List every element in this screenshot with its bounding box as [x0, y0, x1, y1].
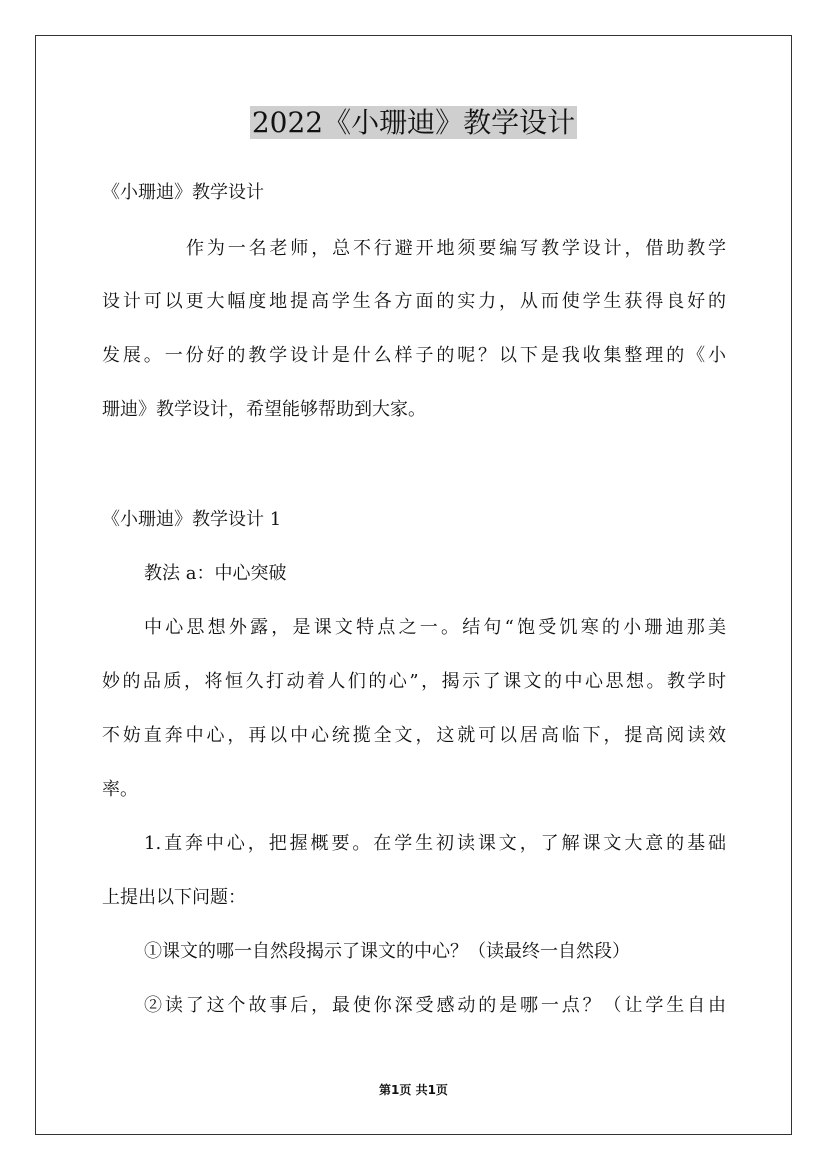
para1-line-2: 妙的品质，将恒久打动着人们的心”，揭示了课文的中心思想。教学时	[102, 671, 726, 692]
document-title	[0, 101, 827, 145]
intro-line-4: 珊迪》教学设计，希望能够帮助到大家。	[102, 399, 426, 420]
section-heading: 《小珊迪》教学设计 1	[102, 509, 282, 530]
para2-line-1: 1.直奔中心，把握概要。在学生初读课文，了解课文大意的基础	[144, 833, 726, 854]
intro-line-3: 发展。一份好的教学设计是什么样子的呢？以下是我收集整理的《小	[102, 345, 726, 366]
question-1: ①课文的哪一自然段揭示了课文的中心？（读最终一自然段）	[144, 941, 630, 962]
question-2: ②读了这个故事后，最使你深受感动的是哪一点？（让学生自由	[144, 995, 726, 1016]
para2-line-2: 上提出以下问题：	[102, 887, 246, 908]
page-footer: 第1页 共1页	[379, 1083, 448, 1097]
document-title-text: 2022《小珊迪》教学设计	[251, 106, 576, 139]
teaching-method: 教法 a：中心突破	[144, 563, 287, 584]
para1-line-1: 中心思想外露，是课文特点之一。结句“饱受饥寒的小珊迪那美	[144, 617, 726, 638]
para1-line-3: 不妨直奔中心，再以中心统揽全文，这就可以居高临下，提高阅读效	[102, 725, 726, 746]
intro-line-1: 作为一名老师，总不行避开地须要编写教学设计，借助教学	[186, 238, 726, 259]
intro-line-2: 设计可以更大幅度地提高学生各方面的实力，从而使学生获得良好的	[102, 291, 726, 312]
para1-line-4: 率。	[102, 779, 138, 800]
document-subtitle: 《小珊迪》教学设计	[102, 182, 264, 203]
